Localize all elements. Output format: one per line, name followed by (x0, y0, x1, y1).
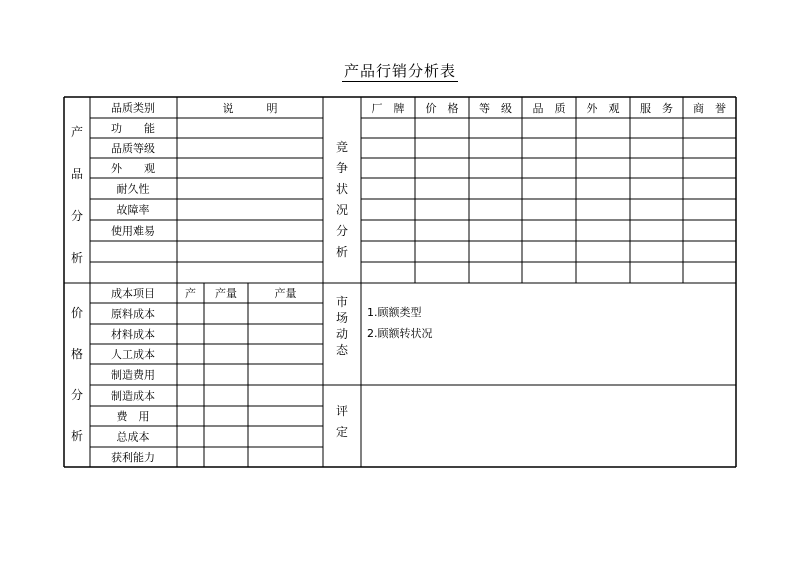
competition-col-header: 服 务 (640, 102, 673, 115)
market-section-label: 市 (335, 295, 349, 309)
market-section-label: 动 (335, 327, 349, 341)
product-item-label: 耐久性 (116, 182, 150, 196)
competition-col-header: 价 格 (425, 102, 459, 115)
price-section-label: 分 (70, 388, 84, 402)
competition-section-label: 竞 (335, 140, 349, 154)
price-item-label: 总成本 (116, 430, 150, 444)
product-section-label: 析 (70, 251, 84, 265)
competition-col-header: 商 誉 (693, 102, 726, 115)
price-item-label: 人工成本 (111, 348, 155, 361)
product-item-label: 使用难易 (111, 224, 155, 238)
competition-section-label: 状 (335, 182, 349, 196)
evaluation-section-label: 定 (335, 425, 349, 439)
competition-col-header: 品 质 (532, 102, 566, 115)
product-section-label: 品 (70, 167, 84, 181)
price-col-header: 产量 (215, 287, 237, 300)
price-item-label: 制造成本 (111, 389, 155, 403)
competition-section-label: 析 (335, 245, 349, 259)
price-item-label: 制造费用 (111, 368, 155, 382)
price-item-label: 成本项目 (111, 287, 155, 300)
product-item-label: 品质等级 (111, 142, 155, 155)
price-section-label: 析 (70, 429, 84, 443)
price-section-label: 格 (70, 347, 84, 361)
price-item-label: 原料成本 (111, 307, 155, 321)
market-note-line: 2.顾额转状况 (367, 327, 433, 340)
competition-section-label: 争 (335, 161, 349, 175)
market-section-label: 场 (335, 311, 349, 325)
product-item-label: 功 能 (111, 122, 155, 135)
price-item-label: 获利能力 (111, 451, 155, 464)
competition-col-header: 等 级 (479, 102, 512, 115)
product-section-label: 分 (70, 209, 84, 223)
competition-col-header: 外 观 (586, 102, 620, 115)
competition-col-header: 厂 牌 (371, 102, 405, 115)
price-item-label: 费 用 (116, 410, 150, 423)
document-title-text: 产品行销分析表 (343, 62, 456, 80)
product-desc-header: 说 明 (222, 102, 278, 115)
competition-section-label: 况 (335, 203, 349, 217)
price-section-label: 价 (70, 306, 84, 320)
competition-section-label: 分 (335, 224, 349, 238)
product-item-label: 外 观 (111, 162, 155, 175)
product-item-label: 品质类别 (111, 101, 155, 115)
evaluation-section-label: 评 (335, 404, 349, 418)
price-col-header: 产量 (274, 287, 297, 300)
price-col-header: 产 (185, 287, 196, 300)
product-item-label: 故障率 (116, 203, 150, 217)
market-note-line: 1.顾额类型 (367, 306, 422, 319)
price-item-label: 材料成本 (111, 328, 155, 341)
product-section-label: 产 (70, 125, 84, 139)
market-section-label: 态 (335, 343, 349, 357)
